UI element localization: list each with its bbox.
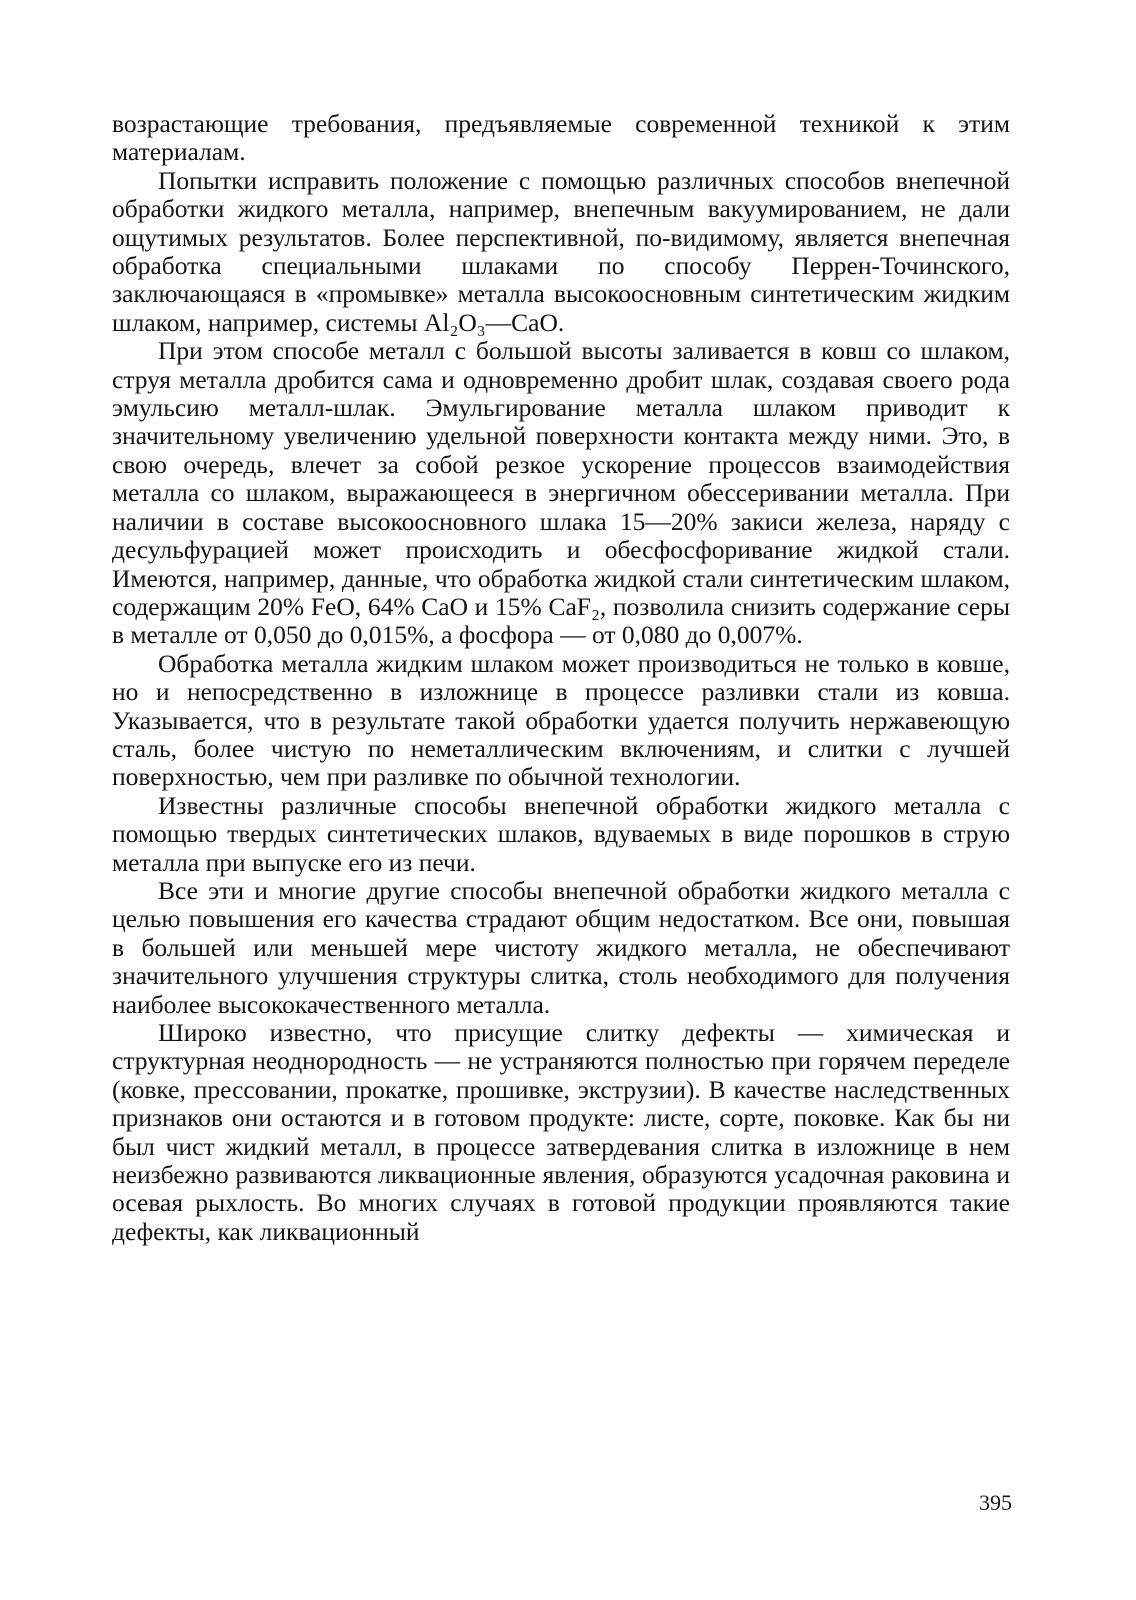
paragraph: Известны различные способы внепечной обработки жидкого металла с помощью твердых синтетических шлаков, вдуваемых в виде порошков в струю металла при выпуске его из печи. xyxy=(112,790,1010,877)
paragraph: Широко известно, что присущие слитку дефекты — химическая и структурная неоднородность — не устраняются полностью при горячем переделе (ковке, прессовании, прокатке, прошивке, экструзии). В качестве наследственных признаков они остаются и в готовом продукте: листе, сорте, поковке. Как бы ни был чист жидкий металл, в процессе затвердевания слитка в изложнице в нем неизбежно развиваются ликвационные явления, образуются усадочная раковина и осевая рыхлость. Во многих случаях в готовой продукции проявляются такие дефекты, как ликвационный xyxy=(112,1018,1010,1246)
paragraph: Все эти и многие другие способы внепечной обработки жидкого металла с целью повышения его качества страдают общим недостатком. Все они, повышая в большей или меньшей мере чистоту жидкого металла, не обеспечивают значительного улучшения структуры слитка, столь необходимого для получения наиболее высококачественного металла. xyxy=(112,875,1010,1019)
paragraph: Попытки исправить положение с помощью различных способов внепечной обработки жидкого металла, например, внепечным вакуумированием, не дали ощутимых результатов. Более перспективной, по-видимому, является внепечная обработка специальными шлаками по способу Перрен-Точинского, заключающаяся в «промывке» металла высокоосновным синтетическим жидким шлаком, например, системы Al₂O₃—CaO. xyxy=(112,165,1010,337)
paragraph: Обработка металла жидким шлаком может производиться не только в ковше, но и непосредственно в изложнице в процессе разливки стали из ковша. Указывается, что в результате такой обработки удается получить нержавеющую сталь, более чистую по неметаллическим включениям, и слитки с лучшей поверхностью, чем при разливке по обычной технологии. xyxy=(112,648,1010,792)
paragraph-continued: возрастающие требования, предъявляемые современной техникой к этим материалам. xyxy=(112,109,1010,167)
body-text xyxy=(112,110,1010,1246)
paragraph: При этом способе металл с большой высоты заливается в ковш со шлаком, струя металла дробится сама и одновременно дробит шлак, создавая своего рода эмульсию металл-шлак. Эмульгирование металла шлаком приводит к значительному увеличению удельной поверхности контакта между ними. Это, в свою очередь, влечет за собой резкое ускорение процессов взаимодействия металла со шлаком, выражающееся в энергичном обессеривании металла. При наличии в составе высокоосновного шлака 15—20% закиси железа, наряду с десульфурацией может происходить и обесфосфоривание жидкой стали. Имеются, например, данные, что обработка жидкой стали синтетическим шлаком, содержащим 20% FeO, 64% CaO и 15% CaF₂, позволила снизить содержание серы в металле от 0,050 до 0,015%, а фосфора — от 0,080 до 0,007%. xyxy=(112,336,1010,650)
page-number: 395 xyxy=(979,1490,1012,1515)
